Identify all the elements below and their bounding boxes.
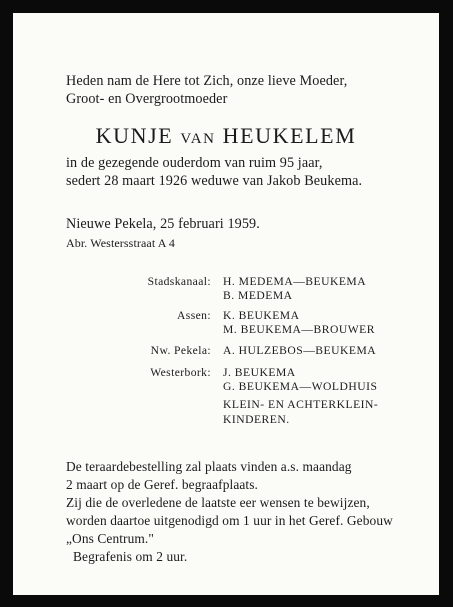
family-member: M. BEUKEMA—BROUWER	[223, 323, 375, 336]
funeral-line-2: 2 maart op de Geref. begraafplaats.	[66, 477, 258, 492]
family-place: Stadskanaal:	[147, 275, 211, 288]
family-member: K. BEUKEMA	[223, 309, 300, 322]
family-place: Nw. Pekela:	[150, 344, 211, 357]
funeral-line-6: Begrafenis om 2 uur.	[73, 549, 188, 564]
grandchildren-line-2: KINDEREN.	[223, 413, 290, 426]
family-place: Assen:	[177, 309, 211, 322]
intro-line-2: Groot- en Overgrootmoeder	[66, 91, 228, 107]
grandchildren-line-1: KLEIN- EN ACHTERKLEIN-	[223, 398, 379, 411]
family-place: Westerbork:	[150, 366, 211, 379]
deceased-name	[13, 123, 439, 149]
card-body	[13, 13, 439, 595]
funeral-line-4: worden daartoe uitgenodigd om 1 uur in het Geref. Gebouw	[66, 513, 393, 528]
deceased-name-prefix: VAN	[180, 131, 216, 147]
family-member: A. HULZEBOS—BEUKEMA	[223, 344, 377, 357]
funeral-line-3: Zij die de overledene de laatste eer wensen te bewijzen,	[66, 495, 370, 510]
intro-line-1: Heden nam de Here tot Zich, onze lieve Moeder,	[66, 73, 348, 89]
deceased-last-name: HEUKELEM	[222, 123, 357, 148]
family-member: G. BEUKEMA—WOLDHUIS	[223, 380, 378, 393]
place-date: Nieuwe Pekela, 25 februari 1959.	[66, 216, 260, 232]
deceased-first-name: KUNJE	[95, 123, 174, 148]
family-member: H. MEDEMA—BEUKEMA	[223, 275, 367, 288]
funeral-line-1: De teraardebestelling zal plaats vinden a.s. maandag	[66, 459, 352, 474]
widow-line: sedert 28 maart 1926 weduwe van Jakob Beukema.	[66, 173, 363, 189]
funeral-line-5: „Ons Centrum."	[66, 531, 154, 546]
address: Abr. Westersstraat A 4	[66, 236, 175, 250]
family-member: B. MEDEMA	[223, 289, 293, 302]
family-member: J. BEUKEMA	[223, 366, 296, 379]
age-line: in de gezegende ouderdom van ruim 95 jaar,	[66, 155, 323, 171]
